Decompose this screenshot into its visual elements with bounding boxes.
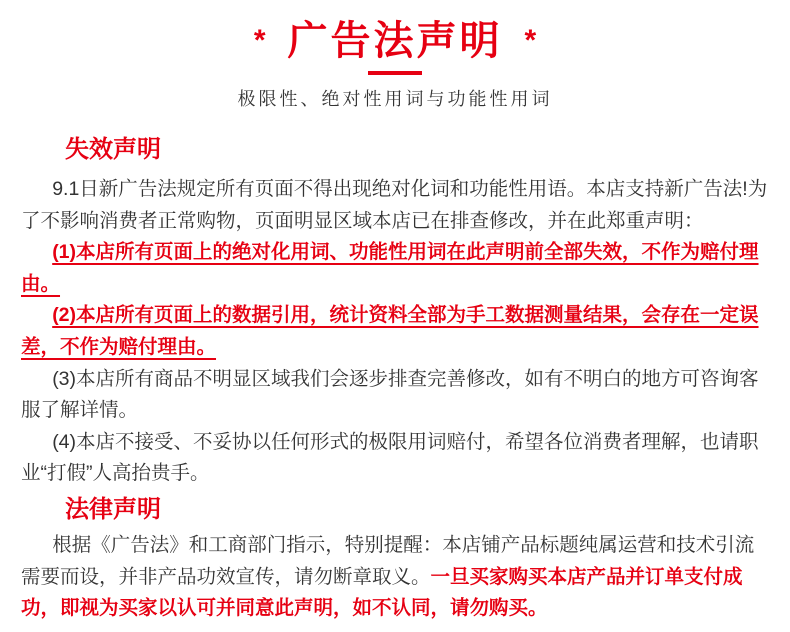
page-title-text: 广告法声明 <box>287 19 503 63</box>
legal-notice-red: 一旦买家购买本店产品并订单支付成功，即视为买家以认可并同意此声明，如不认同，请勿购买。 <box>21 565 743 620</box>
page-subtitle: 极限性、绝对性用词与功能性用词 <box>237 89 553 109</box>
page-header <box>21 18 769 110</box>
legal-notice-black: 根据《广告法》和工商部门指示，特别提醒：本店铺产品标题纯属运营和技术引流需要而设，并非产品功效宣传，请勿断章取义。 <box>21 533 755 588</box>
title-asterisk-right: * <box>524 24 537 57</box>
clause-1-text: (1)本店所有页面上的绝对化用词、功能性用词在此声明前全部失效，不作为赔付理由。 <box>21 241 759 295</box>
legal-declaration-body <box>21 530 769 625</box>
title-asterisk-left: * <box>253 24 266 57</box>
clause-2-text: (2)本店所有页面上的数据引用，统计资料全部为手工数据测量结果，会存在一定误差，不作为赔付理由。 <box>21 304 759 358</box>
legal-declaration-heading: 法律声明 <box>65 495 161 523</box>
clause-4: (4)本店不接受、不妥协以任何形式的极限用词赔付，希望各位消费者理解，也请职业“打假”人高抬贵手。 <box>21 430 759 485</box>
page-title <box>21 18 769 64</box>
invalid-declaration-body <box>21 174 769 490</box>
clause-2 <box>21 300 769 363</box>
clause-1 <box>21 237 769 300</box>
legal-paragraph <box>21 530 769 625</box>
clause-3: (3)本店所有商品不明显区域我们会逐步排查完善修改，如有不明白的地方可咨询客服了解详情。 <box>21 367 759 422</box>
title-underline <box>368 71 422 75</box>
legal-declaration-section <box>21 495 769 625</box>
invalid-declaration-section <box>21 135 769 490</box>
invalid-declaration-heading: 失效声明 <box>65 136 161 163</box>
intro-paragraph: 9.1日新广告法规定所有页面不得出现绝对化词和功能性用语。本店支持新广告法!为了不影响消费者正常购物，页面明显区域本店已在排查修改，并在此郑重声明： <box>21 178 768 232</box>
